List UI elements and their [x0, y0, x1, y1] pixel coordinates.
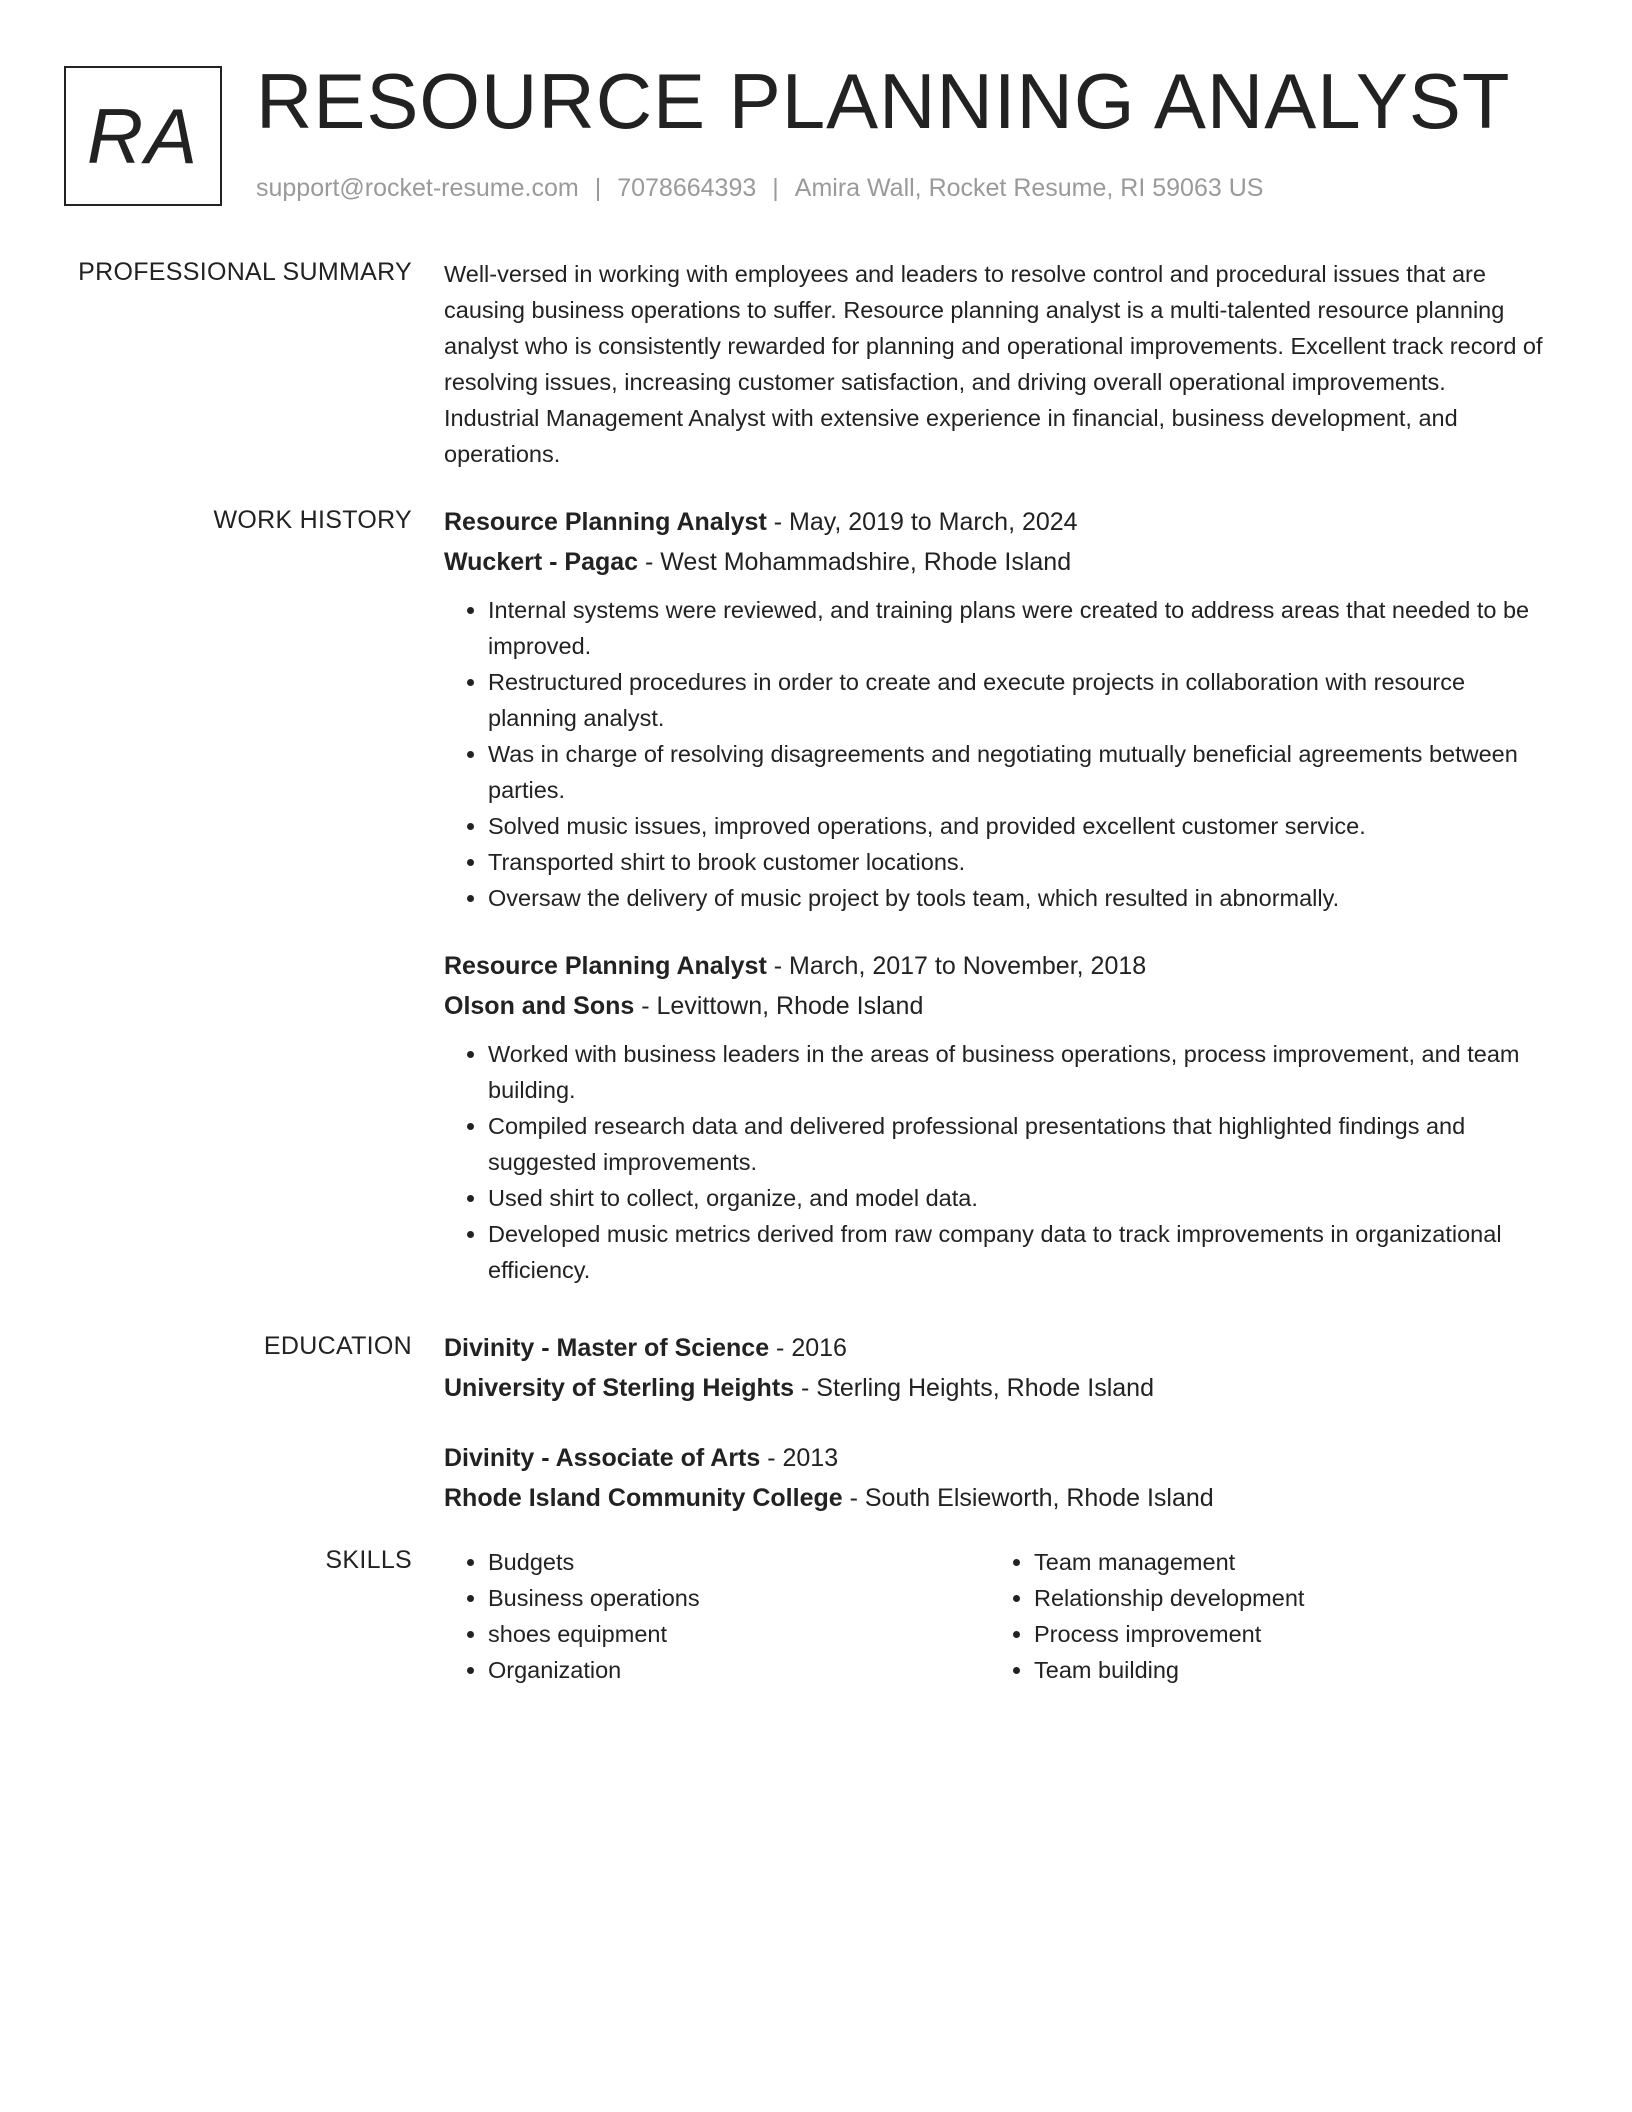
job-position: Resource Planning Analyst [444, 508, 767, 536]
skill-item: • shoes equipment [488, 1616, 990, 1652]
education-degree-line [444, 1328, 1544, 1368]
education-degree: Divinity - Associate of Arts [444, 1444, 761, 1472]
skill-item: • Organization [488, 1652, 990, 1688]
job-dates: - May, 2019 to March, 2024 [766, 508, 1078, 536]
education-body [444, 1328, 1544, 1518]
job-company: Olson and Sons [444, 992, 635, 1020]
skill-item: • Business operations [488, 1580, 990, 1616]
job-company-line [444, 986, 1544, 1026]
job-bullet: • Worked with business leaders in the areas of business operations, process improvement, and team building. [488, 1036, 1544, 1108]
contact-address: Amira Wall, Rocket Resume, RI 59063 US [794, 174, 1264, 202]
summary-text: Well-versed in working with employees and leaders to resolve control and procedural issues that are causing business operations to suffer. Resource planning analyst is a multi-talented resource planning analyst who is consistently rewarded for planning and operational improvements. Excellent track record of resolving issues, increasing customer satisfaction, and driving overall operational improvements. Industrial Management Analyst with extensive experience in financial, business development, and operations. [444, 261, 1543, 467]
monogram-text: RA [86, 91, 200, 180]
job-bullet: • Developed music metrics derived from raw company data to track improvements in organizational efficiency. [488, 1216, 1544, 1288]
education-school-line [444, 1368, 1544, 1408]
education-degree-line [444, 1438, 1544, 1478]
job-company-line [444, 542, 1544, 582]
education-location: - South Elsieworth, Rhode Island [842, 1484, 1214, 1512]
skill-item: • Budgets [488, 1544, 990, 1580]
education-degree: Divinity - Master of Science [444, 1334, 770, 1362]
job-location: - Levittown, Rhode Island [634, 992, 924, 1020]
job-bullet: • Solved music issues, improved operations, and provided excellent customer service. [488, 808, 1544, 844]
candidate-title: RESOURCE PLANNING ANALYST [256, 57, 1511, 145]
skill-item: • Process improvement [1034, 1616, 1536, 1652]
work-body [444, 502, 1544, 1288]
skills-list-left [444, 1544, 990, 1688]
education-entry [444, 1328, 1544, 1408]
education-location: - Sterling Heights, Rhode Island [794, 1374, 1154, 1402]
education-school: University of Sterling Heights [444, 1374, 795, 1402]
job-bullet: • Restructured procedures in order to create and execute projects in collaboration with resource planning analyst. [488, 664, 1544, 736]
skills-heading: SKILLS [325, 1546, 412, 1574]
skill-item: • Relationship development [1034, 1580, 1536, 1616]
monogram-box [64, 66, 222, 206]
job-company: Wuckert - Pagac [444, 548, 639, 576]
job-position: Resource Planning Analyst [444, 952, 767, 980]
education-year: - 2016 [769, 1334, 847, 1362]
job-bullet: • Internal systems were reviewed, and training plans were created to address areas that needed to be improved. [488, 592, 1544, 664]
education-school: Rhode Island Community College [444, 1484, 843, 1512]
job-dates: - March, 2017 to November, 2018 [766, 952, 1147, 980]
job-bullets [444, 1036, 1544, 1288]
contact-line [256, 174, 1263, 203]
job-bullet: • Compiled research data and delivered professional presentations that highlighted findings and suggested improvements. [488, 1108, 1544, 1180]
skills-list-right [990, 1544, 1536, 1688]
contact-phone: 7078664393 [617, 174, 757, 202]
job-bullets [444, 592, 1544, 916]
contact-separator: | [772, 174, 779, 202]
education-school-line [444, 1478, 1544, 1518]
job-title-line [444, 946, 1544, 986]
job-bullet: • Was in charge of resolving disagreements and negotiating mutually beneficial agreements between parties. [488, 736, 1544, 808]
education-heading: EDUCATION [263, 1332, 412, 1360]
summary-body [444, 256, 1544, 472]
skill-item: • Team management [1034, 1544, 1536, 1580]
contact-separator: | [594, 174, 602, 202]
job-entry [444, 946, 1544, 1288]
summary-heading: PROFESSIONAL SUMMARY [78, 258, 412, 286]
job-bullet: • Oversaw the delivery of music project by tools team, which resulted in abnormally. [488, 880, 1544, 916]
skills-body [444, 1544, 1544, 1688]
job-location: - West Mohammadshire, Rhode Island [638, 548, 1072, 576]
contact-email: support@rocket-resume.com [256, 174, 579, 202]
education-year: - 2013 [760, 1444, 839, 1472]
work-heading: WORK HISTORY [213, 506, 412, 534]
job-bullet: • Used shirt to collect, organize, and model data. [488, 1180, 1544, 1216]
skill-item: • Team building [1034, 1652, 1536, 1688]
job-title-line [444, 502, 1544, 542]
job-bullet: • Transported shirt to brook customer locations. [488, 844, 1544, 880]
education-entry [444, 1438, 1544, 1518]
job-entry [444, 502, 1544, 916]
